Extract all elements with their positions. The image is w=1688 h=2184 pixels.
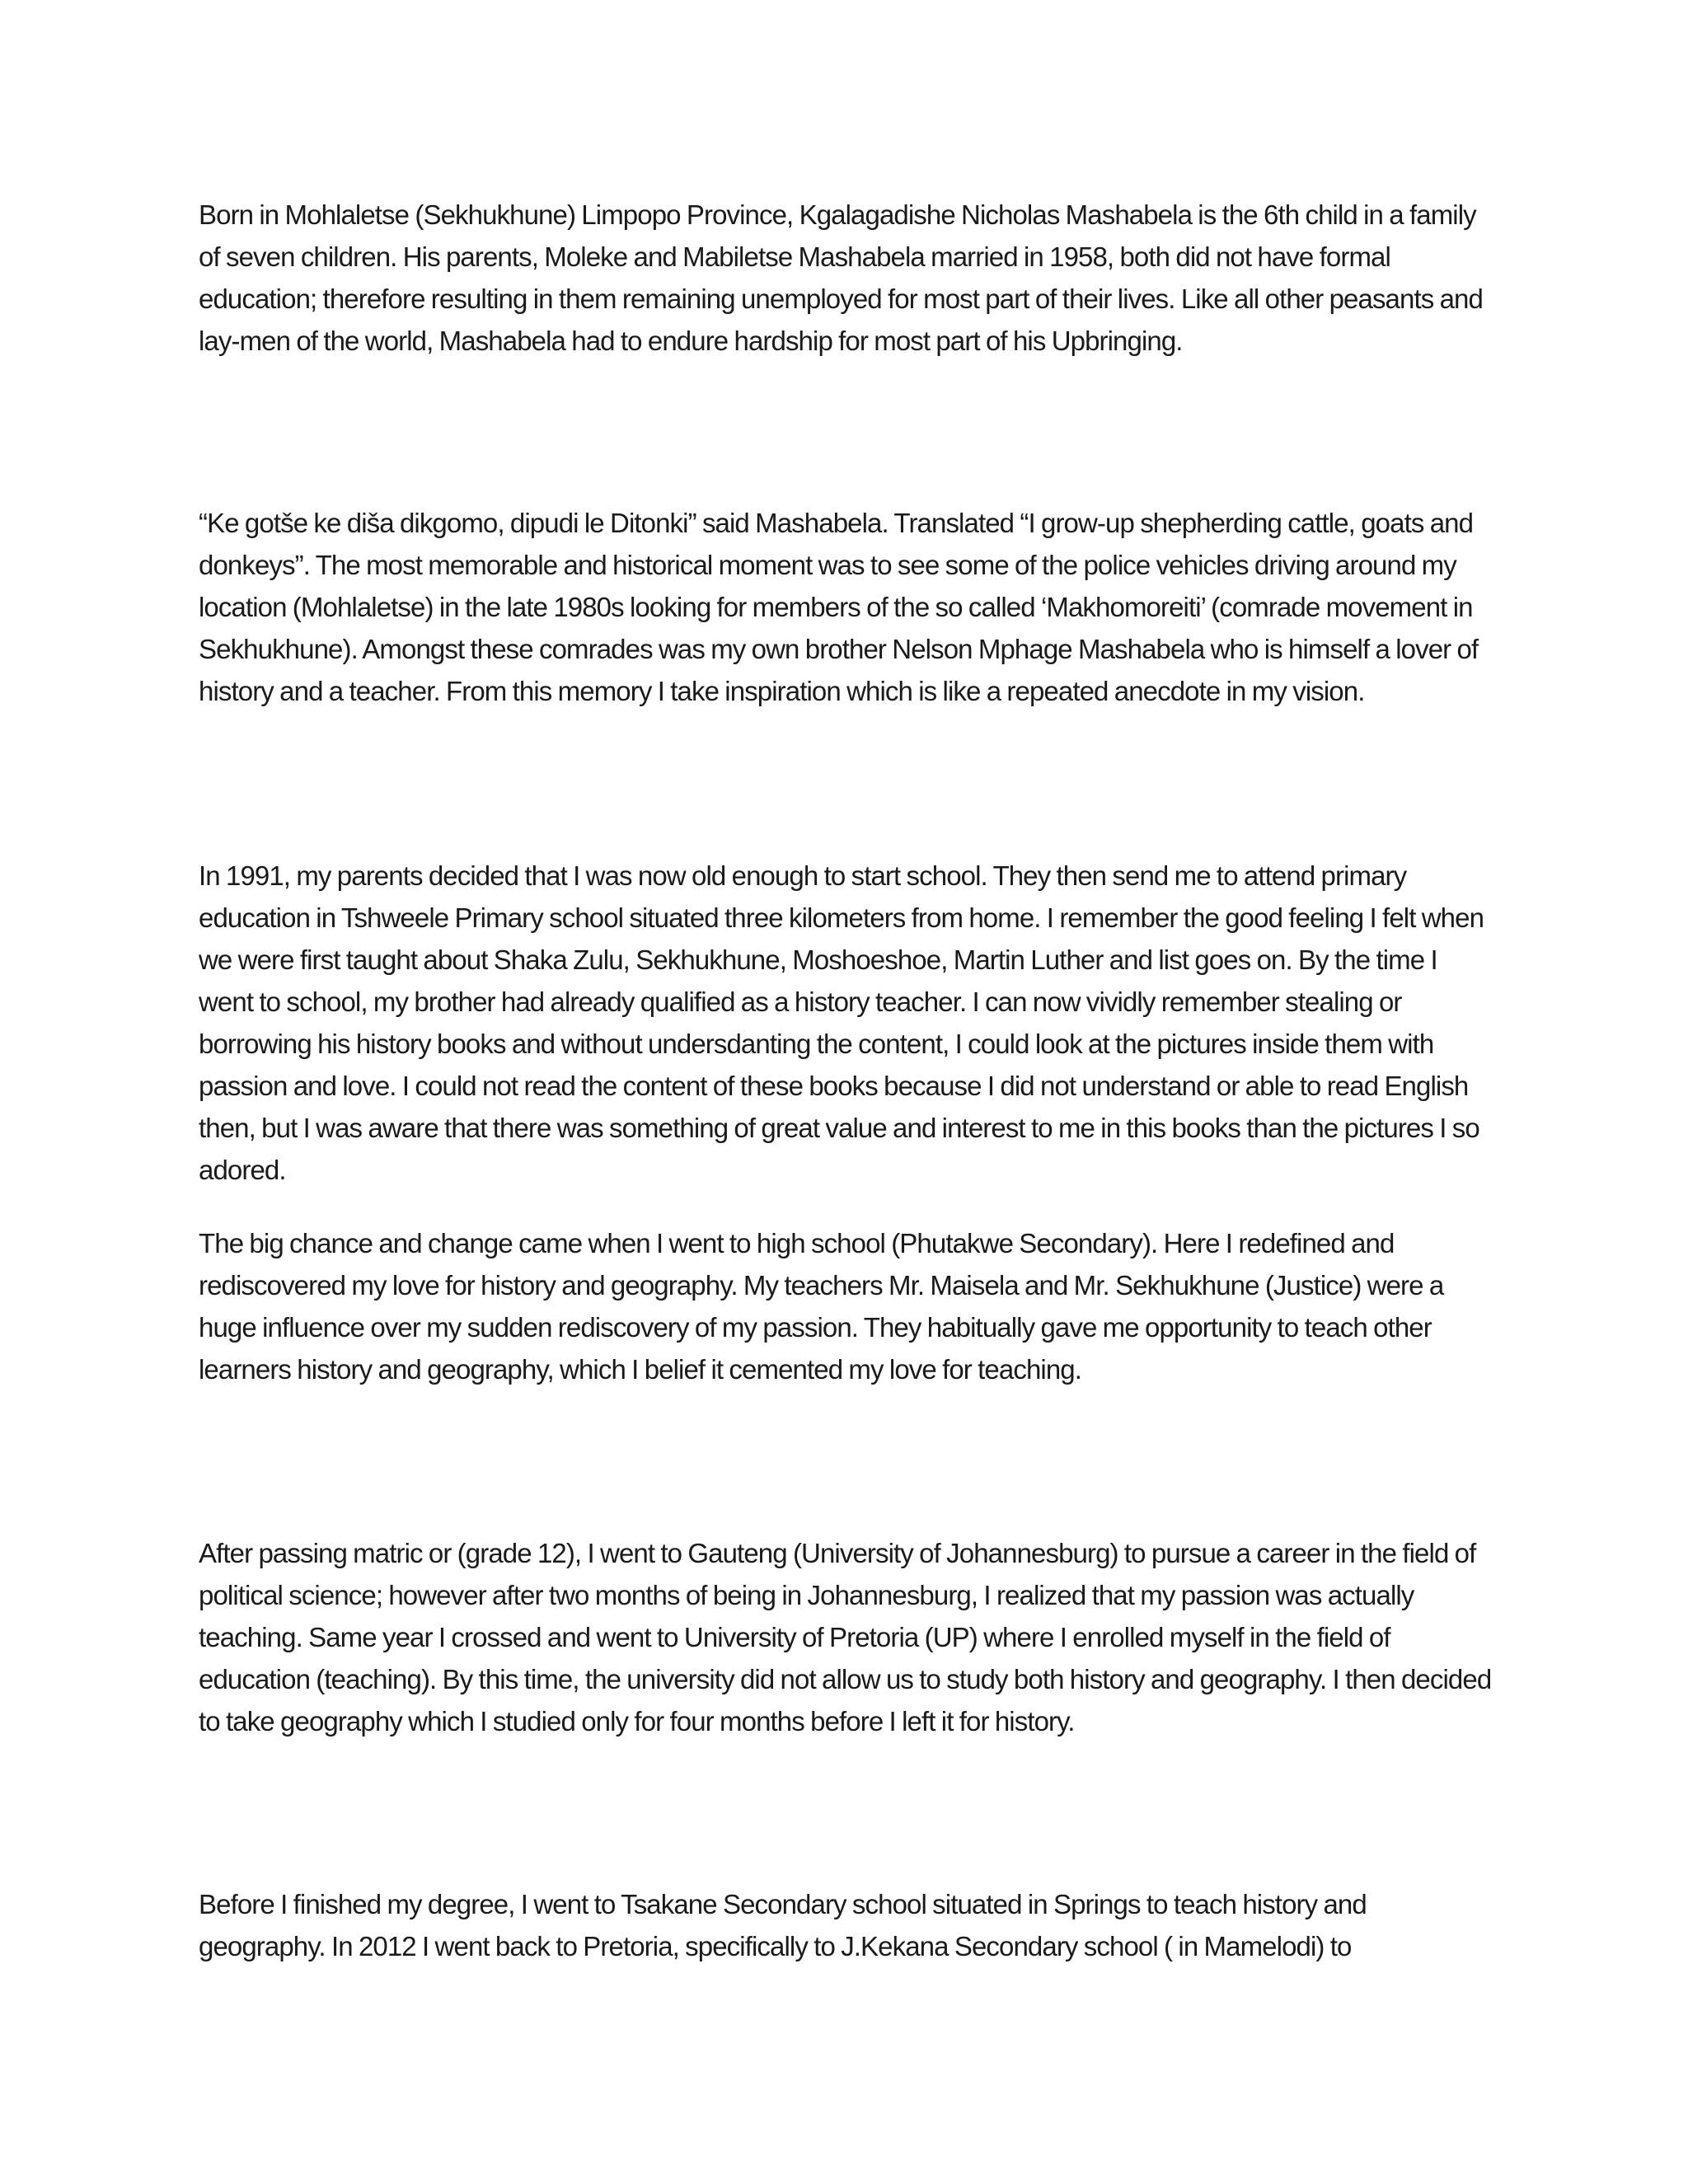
paragraph-university: After passing matric or (grade 12), I went to Gauteng (University of Johannesburg) to pursue a career in the field of political science; however after two months of being in Johannesburg, I realized that my passion was actually teaching. Same year I crossed and went to University of Pretoria (UP) where I enrolled myself in the field of education (teaching). By this time, the university did not allow us to study both history and geography. I then decided to take geography which I studied only for four months before I left it for history. bbox=[199, 1538, 1492, 1736]
paragraph-high-school: The big chance and change came when I went to high school (Phutakwe Secondary). Here I redefined and rediscovered my love for history and geography. My teachers Mr. Maisela and Mr. Sekhukhune (Justice) were a huge influence over my sudden rediscovery of my passion. They habitually gave me opportunity to teach other learners history and geography, which I belief it cemented my love for teaching. bbox=[199, 1228, 1444, 1385]
paragraph-early-life: Born in Mohlaletse (Sekhukhune) Limpopo Province, Kgalagadishe Nicholas Mashabela is the 6th child in a family of seven children. His parents, Moleke and Mabiletse Mashabela married in 1958, both did not have formal education; therefore resulting in them remaining unemployed for most part of their lives. Like all other peasants and lay-men of the world, Mashabela had to endure hardship for most part of his Upbringing. bbox=[199, 199, 1483, 356]
paragraph-teaching-career: Before I finished my degree, I went to Tsakane Secondary school situated in Springs to teach history and geography. In 2012 I went back to Pretoria, specifically to J.Kekana Secondary school ( in Mamelodi) to bbox=[199, 1889, 1367, 1961]
paragraph-primary-school: In 1991, my parents decided that I was now old enough to start school. They then send me to attend primary education in Tshweele Primary school situated three kilometers from home. I remember the good feeling I felt when we were first taught about Shaka Zulu, Sekhukhune, Moshoeshoe, Martin Luther and list goes on. By the time I went to school, my brother had already qualified as a history teacher. I can now vividly remember stealing or borrowing his history books and without undersdanting the content, I could look at the pictures inside them with passion and love. I could not read the content of these books because I did not understand or able to read English then, but I was aware that there was something of great value and interest to me in this books than the pictures I so adored. bbox=[199, 860, 1484, 1185]
paragraph-shepherding-memory: “Ke gotše ke diša dikgomo, dipudi le Ditonki” said Mashabela. Translated “I grow-up shepherding cattle, goats and donkeys”. The most memorable and historical moment was to see some of the police vehicles driving around my location (Mohlaletse) in the late 1980s looking for members of the so called ‘Makhomoreiti’ (comrade movement in Sekhukhune). Amongst these comrades was my own brother Nelson Mphage Mashabela who is himself a lover of history and a teacher. From this memory I take inspiration which is like a repeated anecdote in my vision. bbox=[199, 508, 1479, 706]
